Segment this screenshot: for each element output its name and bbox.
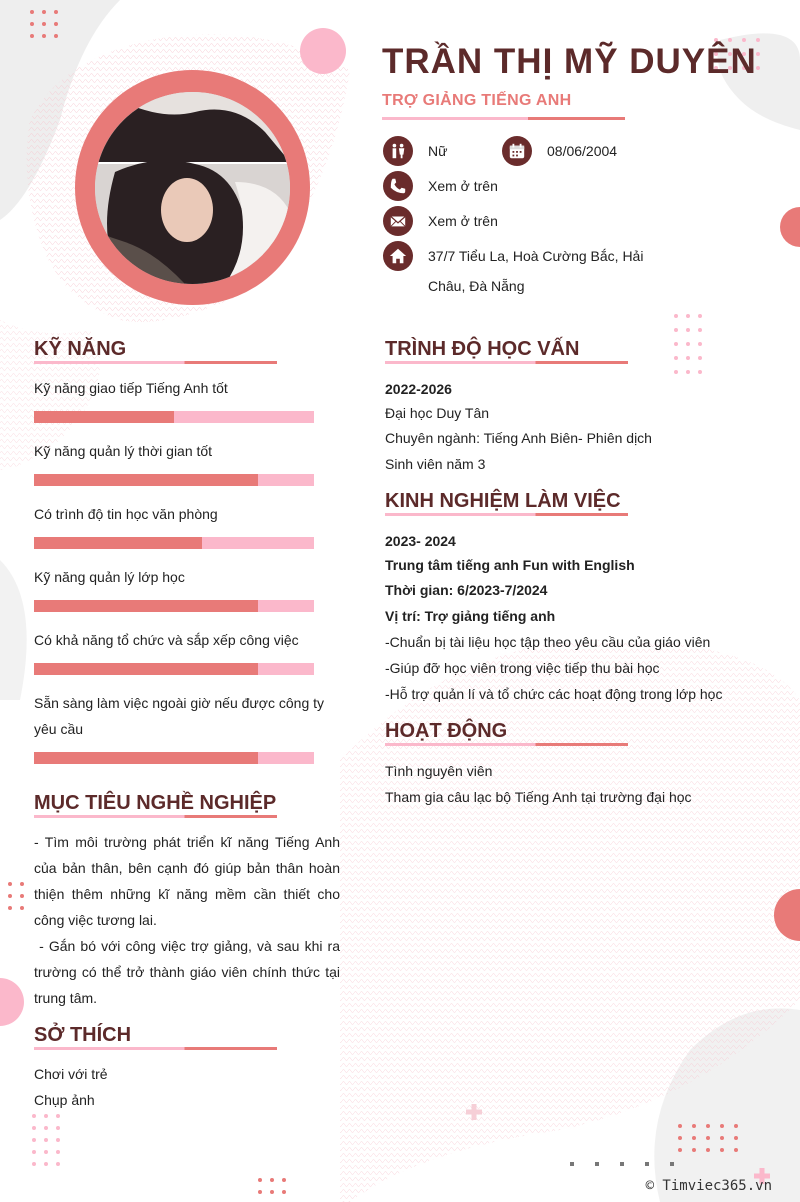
- watermark: © Timviec365.vn: [645, 1178, 772, 1194]
- skill-bar: [34, 411, 314, 423]
- experience-period: 2023- 2024: [385, 533, 456, 549]
- phone-icon: [383, 171, 413, 201]
- skill-bar: [34, 537, 314, 549]
- skill-label: Sẵn sàng làm việc ngoài giờ nếu được công ty: [34, 695, 325, 711]
- skill-bar-fill: [34, 752, 258, 764]
- education-underline: [385, 361, 628, 364]
- skill-bar: [34, 474, 314, 486]
- education-year: Sinh viên năm 3: [385, 456, 486, 472]
- hobbies-title: SỞ THÍCH: [34, 1024, 132, 1046]
- skills-underline: [34, 361, 277, 364]
- experience-title: KINH NGHIỆM LÀM VIỆC: [385, 490, 621, 512]
- skill-bar-fill: [34, 663, 258, 675]
- experience-company: Trung tâm tiếng anh Fun with English: [385, 557, 635, 573]
- skill-label: Có trình độ tin học văn phòng: [34, 506, 218, 522]
- avatar: [95, 92, 290, 284]
- birthday-value: 08/06/2004: [547, 143, 618, 159]
- skill-bar: [34, 600, 314, 612]
- gender-icon: [383, 136, 413, 166]
- skill-bar-fill: [34, 474, 258, 486]
- hobby-item: Chụp ảnh: [34, 1092, 95, 1108]
- activities-underline: [385, 743, 628, 746]
- activity-item: Tham gia câu lạc bộ Tiếng Anh tại trường đại học: [385, 789, 692, 805]
- activity-item: Tình nguyên viên: [385, 763, 493, 779]
- hobbies-underline: [34, 1047, 277, 1050]
- education-major: Chuyên ngành: Tiếng Anh Biên- Phiên dịch: [385, 430, 652, 446]
- candidate-role: TRỢ GIẢNG TIẾNG ANH: [382, 92, 572, 109]
- objective-underline: [34, 815, 277, 818]
- home-icon: [383, 241, 413, 271]
- skill-bar-fill: [34, 537, 202, 549]
- skill-bar-fill: [34, 411, 174, 423]
- hobby-item: Chơi với trẻ: [34, 1066, 108, 1082]
- email-icon: [383, 206, 413, 236]
- objective-paragraph-1: - Tìm môi trường phát triển kĩ năng Tiếng Anh của bản thân, bên cạnh đó giúp bản thân hoàn thiện thêm những kĩ năng mềm cần thiết cho công việc tương lai.: [34, 834, 340, 928]
- skills-title: KỸ NĂNG: [34, 338, 127, 360]
- experience-duty: -Giúp đỡ học viên trong việc tiếp thu bài học: [385, 660, 660, 676]
- skill-label: Kỹ năng quản lý thời gian tốt: [34, 443, 213, 459]
- objective-paragraph-2: - Gắn bó với công việc trợ giảng, và sau khi ra trường có thể trở thành giáo viên chính thức tại trung tâm.: [34, 938, 341, 1006]
- skill-bar: [34, 663, 314, 675]
- activities-title: HOẠT ĐỘNG: [385, 720, 508, 742]
- address-line-1: 37/7 Tiểu La, Hoà Cường Bắc, Hải: [428, 248, 644, 264]
- experience-underline: [385, 513, 628, 516]
- address-line-2: Châu, Đà Nẵng: [428, 278, 525, 294]
- email-value: Xem ở trên: [428, 213, 498, 229]
- experience-duty: -Chuẩn bị tài liệu học tập theo yêu cầu của giáo viên: [385, 634, 711, 650]
- education-school: Đại học Duy Tân: [385, 405, 490, 421]
- calendar-icon: [502, 136, 532, 166]
- role-underline: [382, 117, 625, 120]
- objective-title: MỤC TIÊU NGHỀ NGHIỆP: [34, 792, 277, 814]
- skill-label-continued: yêu cầu: [34, 721, 84, 737]
- candidate-name: TRẦN THỊ MỸ DUYÊN: [382, 42, 757, 81]
- experience-time: Thời gian: 6/2023-7/2024: [385, 582, 548, 598]
- phone-value: Xem ở trên: [428, 178, 498, 194]
- experience-duty: -Hỗ trợ quản lí và tổ chức các hoạt động trong lớp học: [385, 686, 723, 702]
- skill-label: Có khả năng tổ chức và sắp xếp công việc: [34, 632, 299, 648]
- skill-label: Kỹ năng giao tiếp Tiếng Anh tốt: [34, 380, 228, 396]
- gender-value: Nữ: [428, 143, 448, 159]
- experience-position: Vị trí: Trợ giảng tiếng anh: [385, 608, 556, 624]
- skill-bar: [34, 752, 314, 764]
- skill-label: Kỹ năng quản lý lớp học: [34, 569, 185, 585]
- education-period: 2022-2026: [385, 381, 452, 397]
- skill-bar-fill: [34, 600, 258, 612]
- education-title: TRÌNH ĐỘ HỌC VẤN: [385, 338, 580, 360]
